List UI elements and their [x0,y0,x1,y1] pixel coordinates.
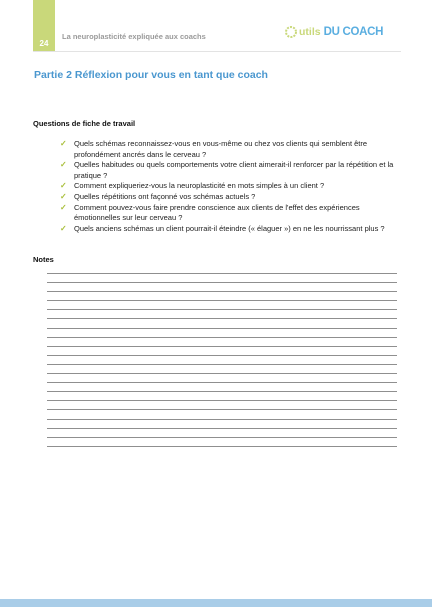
note-line [47,437,397,438]
note-line [47,273,397,274]
note-line [47,391,397,392]
question-text: Quelles répétitions ont façonné vos schémas actuels ? [74,191,256,201]
question-list [60,139,400,234]
note-line [47,364,397,365]
note-line [47,409,397,410]
checkmark-icon: ✓ [60,160,67,170]
question-text: Quelles habitudes ou quels comportements votre client aimerait-il renforcer par la répétition et la pratique ? [74,160,394,180]
note-line [47,318,397,319]
footer-bar [0,599,432,607]
logo-text-utils: utils [299,26,321,38]
question-item [60,139,400,160]
checkmark-icon: ✓ [60,191,67,201]
page-number-tab [33,0,55,52]
note-line [47,337,397,338]
note-line [47,400,397,401]
question-text: Comment expliqueriez-vous la neuroplasticité en mots simples à un client ? [74,181,325,191]
note-line [47,309,397,310]
question-item [60,160,400,181]
worksheet-title: Questions de fiche de travail [33,119,136,128]
note-line [47,373,397,374]
notes-title: Notes [33,255,54,264]
checkmark-icon: ✓ [60,139,67,148]
note-line [47,328,397,329]
note-line [47,355,397,356]
section-title: Partie 2 Réflexion pour vous en tant que coach [34,69,268,81]
checkmark-icon: ✓ [60,181,67,191]
notes-lines [47,273,397,455]
question-text: Quels anciens schémas un client pourrait-il éteindre (« élaguer ») en ne les nourrissant plus ? [74,223,385,233]
note-line [47,282,397,283]
note-line [47,419,397,420]
page-number: 24 [39,39,49,48]
question-text: Comment pouvez-vous faire prendre conscience aux clients de l'effet des expériences émotionnelles sur leur cerveau ? [74,202,360,223]
logo-text-du-coach: DU COACH [323,26,384,38]
note-line [47,446,397,447]
question-item [60,192,400,203]
note-line [47,291,397,292]
note-line [47,346,397,347]
o-ring-logo-icon [284,25,298,39]
question-item [60,224,400,235]
checkmark-icon: ✓ [60,223,67,233]
note-line [47,300,397,301]
note-line [47,428,397,429]
running-title: La neuroplasticité expliquée aux coachs [62,32,206,41]
question-item [60,203,400,224]
header-divider [33,51,401,52]
brand-logo [284,24,383,40]
question-text: Quels schémas reconnaissez-vous en vous-même ou chez vos clients qui semblent être profondément ancrés dans le cerveau ? [74,139,368,159]
checkmark-icon: ✓ [60,202,67,212]
question-item [60,181,400,192]
note-line [47,382,397,383]
